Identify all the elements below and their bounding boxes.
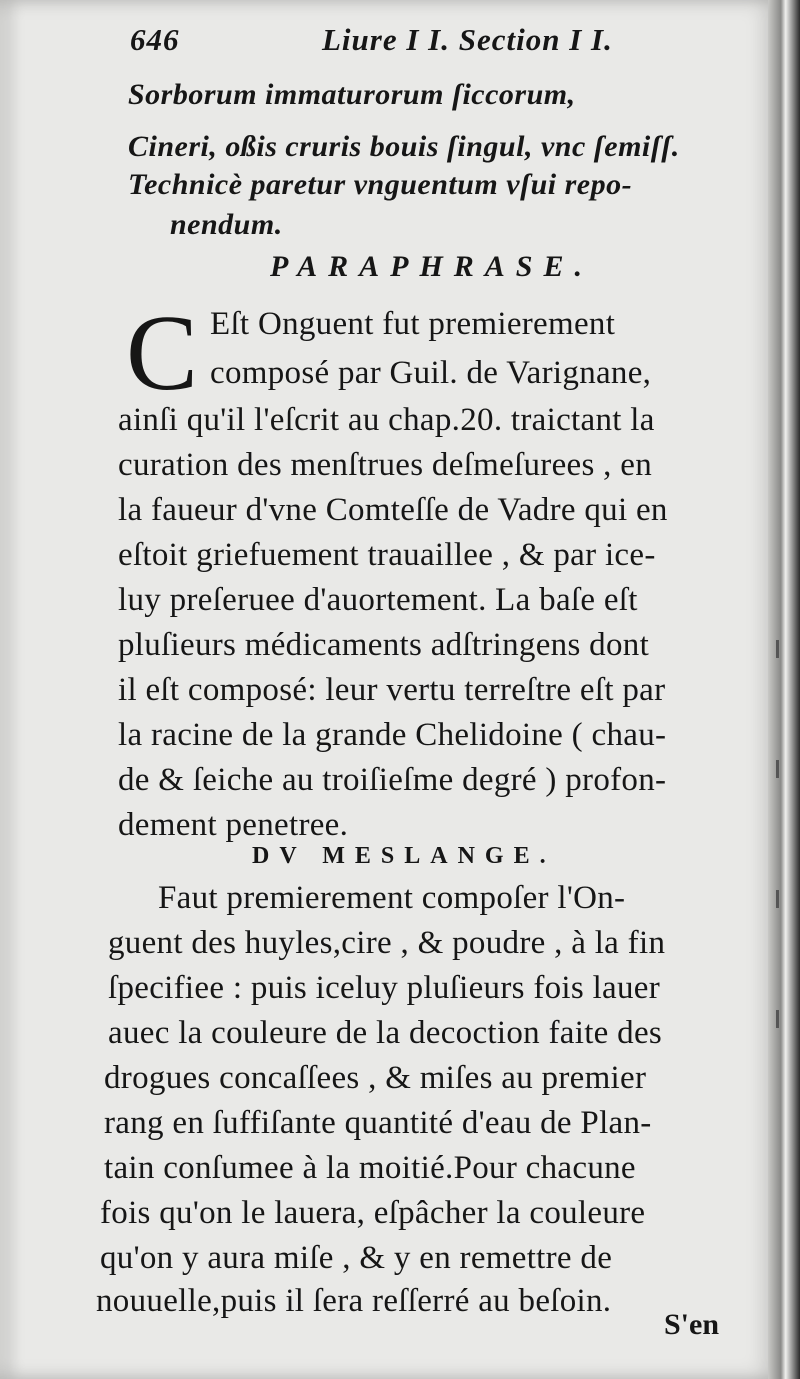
- meslange-line: ſpecifiee : puis iceluy pluſieurs fois lauer: [108, 970, 661, 1006]
- paraphrase-line: pluſieurs médicaments adſtringens dont: [118, 627, 650, 663]
- paraphrase-line: Eſt Onguent fut premierement: [210, 306, 616, 342]
- meslange-line: Faut premierement compoſer l'On-: [158, 880, 626, 916]
- paraphrase-line: la faueur d'vne Comteſſe de Vadre qui en: [118, 492, 668, 528]
- section-title-paraphrase: PARAPHRASE.: [270, 250, 594, 283]
- paraphrase-line: eſtoit griefuement trauaillee , & par ice-: [118, 537, 656, 573]
- catchword: S'en: [664, 1308, 720, 1341]
- paraphrase-line: curation des menſtrues deſmeſurees , en: [118, 447, 653, 483]
- meslange-line: rang en ſuffiſante quantité d'eau de Plan-: [104, 1105, 652, 1141]
- paraphrase-line: la racine de la grande Chelidoine ( chau-: [118, 717, 667, 753]
- meslange-line: qu'on y aura miſe , & y en remettre de: [100, 1240, 613, 1276]
- meslange-line: drogues concaſſees , & miſes au premier: [104, 1060, 647, 1096]
- paraphrase-line: ainſi qu'il l'eſcrit au chap.20. traictant la: [118, 402, 655, 438]
- page-number: 646: [130, 22, 180, 57]
- paraphrase-line: dement penetree.: [118, 807, 349, 843]
- paraphrase-line: composé par Guil. de Varignane,: [210, 355, 652, 391]
- meslange-line: guent des huyles,cire , & poudre , à la fin: [108, 925, 666, 961]
- running-head: Liure I I. Section I I.: [322, 22, 613, 57]
- drop-cap: C: [126, 294, 199, 413]
- meslange-line: auec la couleure de la decoction faite des: [108, 1015, 663, 1051]
- paraphrase-line: il eſt composé: leur vertu terreſtre eſt par: [118, 672, 666, 708]
- paraphrase-line: luy preſeruee d'auortement. La baſe eſt: [118, 582, 638, 618]
- recipe-line: Sorborum immaturorum ſiccorum,: [128, 78, 576, 111]
- recipe-line: Cineri, oßis cruris bouis ſingul, vnc ſemiſſ.: [128, 130, 680, 163]
- meslange-line: fois qu'on le lauera, eſpâcher la couleure: [100, 1195, 646, 1231]
- meslange-line: tain conſumee à la moitié.Pour chacune: [104, 1150, 636, 1186]
- paraphrase-line: de & ſeiche au troiſieſme degré ) profon-: [118, 762, 667, 798]
- recipe-line: nendum.: [170, 208, 283, 241]
- section-title-meslange: DV MESLANGE.: [252, 843, 556, 869]
- recipe-line: Technicè paretur vnguentum vſui repo-: [128, 168, 633, 201]
- meslange-line: nouuelle,puis il ſera reſſerré au beſoin.: [96, 1283, 612, 1319]
